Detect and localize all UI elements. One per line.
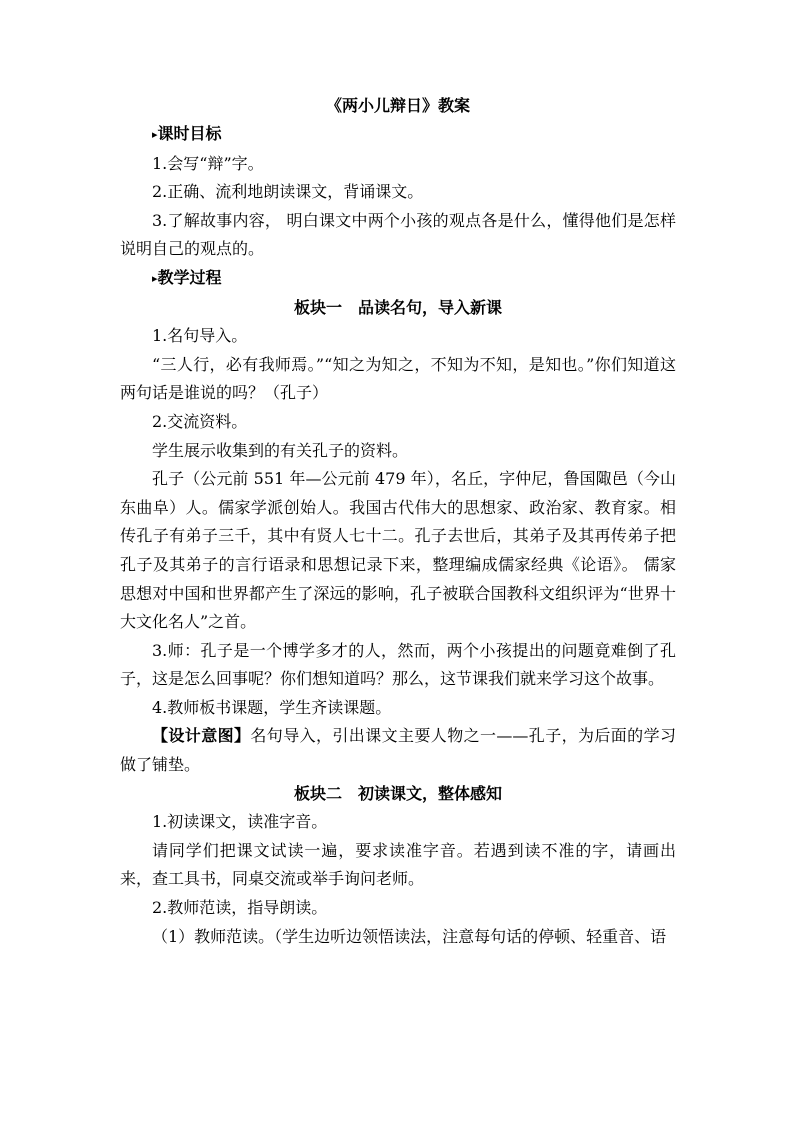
design-intent-text: 名句导入，引出课文主要人物之一——孔子，为后面的学习做了铺垫。 — [120, 726, 676, 775]
objective-item: 3.了解故事内容， 明白课文中两个小孩的观点各是什么，懂得他们是怎样说明自己的观点的。 — [120, 210, 676, 259]
paragraph: 孔子（公元前 551 年—公元前 479 年），名丘，字仲尼，鲁国陬邑（今山东曲阜）人。儒家学派创始人。我国古代伟大的思想家、政治家、教育家。相传孔子有弟子三千，其中有贤人七十二。孔子去世后，其弟子及其再传弟子把孔子及其弟子的言行语录和思想记录下来，整理编成儒家经典《论语》。 儒家思想对中国和世界都产生了深远的影响，孔子被联合国教科文组织评为“世界十大文化名人”之首。 — [120, 469, 676, 632]
design-intent-label: 【设计意图】 — [152, 726, 251, 746]
paragraph: 学生展示收集到的有关孔子的资料。 — [152, 440, 409, 460]
section-label-process — [120, 264, 676, 294]
block2-heading: 板块二 初读课文，整体感知 — [293, 783, 502, 803]
paragraph: 2.交流资料。 — [152, 411, 248, 431]
section-label-objectives-text: 课时目标 — [157, 124, 222, 143]
objective-item: 2.正确、流利地朗读课文，背诵课文。 — [152, 182, 424, 202]
design-intent-paragraph — [120, 722, 676, 779]
triangle-bullet-icon: ▸ — [152, 271, 158, 285]
paragraph: 2.教师范读，指导朗读。 — [152, 898, 328, 918]
paragraph: （1）教师范读。（学生边听边领悟读法，注意每句话的停顿、轻重音、语 — [152, 926, 667, 946]
paragraph: “三人行，必有我师焉。”“知之为知之，不知为不知，是知也。”你们知道这两句话是谁说的吗？（孔子） — [120, 354, 676, 403]
paragraph: 1.初读课文，读准字音。 — [152, 812, 328, 832]
section-label-objectives — [120, 120, 676, 150]
section-label-process-text: 教学过程 — [157, 267, 222, 287]
document-content — [120, 92, 676, 951]
paragraph: 3.师：孔子是一个博学多才的人，然而，两个小孩提出的问题竟难倒了孔子，这是怎么回事呢？你们想知道吗？那么，这节课我们就来学习这个故事。 — [120, 640, 676, 689]
block1-heading: 板块一 品读名句，导入新课 — [293, 297, 502, 317]
document-title: 《两小儿辩日》教案 — [325, 96, 470, 115]
paragraph: 4.教师板书课题，学生齐读课题。 — [152, 697, 392, 717]
paragraph: 1.名句导入。 — [152, 326, 248, 346]
paragraph: 请同学们把课文试读一遍，要求读准字音。若遇到读不准的字，请画出来，查工具书，同桌交流或举手询问老师。 — [120, 840, 676, 889]
objective-item: 1.会写“辩”字。 — [152, 153, 264, 173]
triangle-bullet-icon: ▸ — [152, 128, 158, 141]
